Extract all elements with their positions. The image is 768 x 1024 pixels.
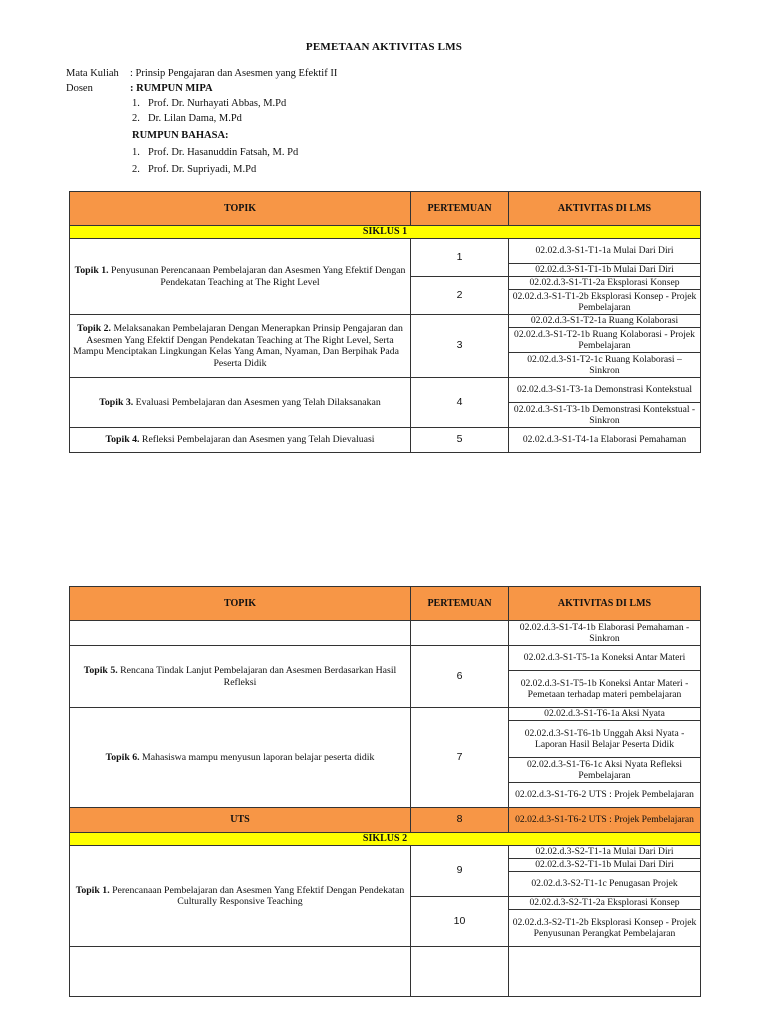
dosen-value: : RUMPUN MIPA — [130, 83, 213, 94]
activity-cell: 02.02.d.3-S1-T1-1b Mulai Dari Diri — [509, 264, 701, 277]
topic-cell — [70, 428, 411, 453]
activity-cell: 02.02.d.3-S1-T6-1a Aksi Nyata — [509, 708, 701, 721]
table-row — [70, 708, 701, 721]
activity-cell: 02.02.d.3-S1-T3-1b Demonstrasi Kontekstual - Sinkron — [509, 403, 701, 428]
siklus-label: SIKLUS 1 — [70, 226, 701, 239]
topic-cell — [70, 315, 411, 378]
topic-cell — [70, 846, 411, 947]
activity-cell: 02.02.d.3-S1-T2-1c Ruang Kolaborasi – Sinkron — [509, 353, 701, 378]
activity-cell: 02.02.d.3-S1-T5-1a Koneksi Antar Materi — [509, 646, 701, 671]
pertemuan-cell: 7 — [411, 708, 509, 808]
table-row — [70, 621, 701, 646]
siklus-row — [70, 833, 701, 846]
topic-text-line: Refleksi — [223, 676, 257, 688]
siklus-label: SIKLUS 2 — [70, 833, 701, 846]
header-pertemuan: PERTEMUAN — [411, 587, 509, 621]
table-header — [70, 192, 701, 226]
activity-cell: 02.02.d.3-S2-T1-1c Penugasan Projek — [509, 872, 701, 897]
pertemuan-cell: 6 — [411, 646, 509, 708]
lecturer-name: Prof. Dr. Supriyadi, M.Pd — [148, 164, 257, 175]
activity-cell: 02.02.d.3-S1-T4-1a Elaborasi Pemahaman — [509, 428, 701, 453]
pertemuan-cell: 4 — [411, 378, 509, 428]
topic-text: Refleksi Pembelajaran dan Asesmen yang Telah Dievaluasi — [139, 434, 375, 446]
list-num: 1. — [132, 147, 140, 158]
table-row — [70, 846, 701, 859]
pertemuan-cell: 5 — [411, 428, 509, 453]
activity-cell: 02.02.d.3-S1-T6-1c Aksi Nyata Refleksi Pembelajaran — [509, 758, 701, 783]
topic-text: Evaluasi Pembelajaran dan Asesmen yang Telah Dilaksanakan — [133, 396, 381, 408]
activity-cell: 02.02.d.3-S1-T6-1b Unggah Aksi Nyata - Laporan Hasil Belajar Peserta Didik — [509, 721, 701, 758]
topic-text: Penyusunan Perencanaan Pembelajaran dan Asesmen Yang Efektif Dengan Pendekatan Teaching at The Right Level — [108, 265, 406, 288]
uts-row — [70, 808, 701, 833]
activity-table-1 — [69, 191, 701, 453]
pertemuan-cell — [411, 621, 509, 646]
topic-cell — [70, 646, 411, 708]
activity-cell: 02.02.d.3-S1-T1-2a Eksplorasi Konsep — [509, 277, 701, 290]
activity-cell — [509, 947, 701, 997]
topic-number: Topik 1. — [74, 265, 109, 276]
course-meta — [66, 66, 337, 177]
bahasa-label: RUMPUN BAHASA: — [132, 130, 229, 141]
activity-cell: 02.02.d.3-S1-T2-1a Ruang Kolaborasi — [509, 315, 701, 328]
activity-cell: 02.02.d.3-S1-T6-2 UTS : Projek Pembelajaran — [509, 783, 701, 808]
list-num: 1. — [132, 98, 140, 109]
list-num: 2. — [132, 113, 140, 124]
header-topik: TOPIK — [70, 587, 411, 621]
header-aktivitas: AKTIVITAS DI LMS — [509, 192, 701, 226]
mk-value: : Prinsip Pengajaran dan Asesmen yang Efektif II — [130, 68, 338, 79]
topic-cell — [70, 708, 411, 808]
header-aktivitas: AKTIVITAS DI LMS — [509, 587, 701, 621]
dosen-label: Dosen — [66, 83, 93, 94]
topic-cell — [70, 947, 411, 997]
topic-number: Topik 6. — [105, 751, 140, 763]
topic-text: Mahasiswa mampu menyusun laporan belajar peserta didik — [139, 751, 375, 763]
table-row — [70, 239, 701, 264]
pertemuan-cell: 10 — [411, 897, 509, 947]
pertemuan-cell: 9 — [411, 846, 509, 897]
header-pertemuan: PERTEMUAN — [411, 192, 509, 226]
activity-cell: 02.02.d.3-S2-T1-1b Mulai Dari Diri — [509, 859, 701, 872]
siklus-row — [70, 226, 701, 239]
pertemuan-cell: 3 — [411, 315, 509, 378]
activity-cell: 02.02.d.3-S1-T4-1b Elaborasi Pemahaman - Sinkron — [509, 621, 701, 646]
table-row — [70, 646, 701, 671]
topic-cell — [70, 378, 411, 428]
page-title: PEMETAAN AKTIVITAS LMS — [305, 41, 463, 53]
topic-text: Melaksanakan Pembelajaran Dengan Menerapkan Prinsip Pengajaran dan Asesmen Yang Efektif Dengan Pendekatan Teaching at The Right Level, Serta — [86, 323, 403, 346]
topic-number: Topik 2. — [77, 323, 112, 334]
activity-table-2 — [69, 586, 701, 997]
topic-text: Perencanaan Pembelajaran dan Asesmen Yang Efektif Dengan Pendekatan Culturally Responsive Teaching — [109, 884, 405, 907]
pertemuan-cell: 8 — [411, 808, 509, 833]
lecturer-name: Prof. Dr. Nurhayati Abbas, M.Pd — [148, 98, 287, 109]
topic-text-line: Mampu Menciptakan Lingkungan Kelas Yang Aman, Nyaman, Dan Berpihak Pada — [73, 346, 399, 357]
topic-cell — [70, 239, 411, 315]
pertemuan-cell — [411, 947, 509, 997]
list-num: 2. — [132, 164, 140, 175]
activity-cell: 02.02.d.3-S1-T2-1b Ruang Kolaborasi - Projek Pembelajaran — [509, 328, 701, 353]
topic-number: Topik 5. — [83, 665, 118, 676]
topic-number: Topik 4. — [105, 434, 140, 446]
uts-label: UTS — [70, 808, 411, 833]
activity-cell: 02.02.d.3-S1-T3-1a Demonstrasi Kontekstual — [509, 378, 701, 403]
table-header — [70, 587, 701, 621]
table-row — [70, 947, 701, 997]
activity-cell: 02.02.d.3-S1-T1-1a Mulai Dari Diri — [509, 239, 701, 264]
mk-label: Mata Kuliah — [66, 68, 119, 79]
table-row — [70, 315, 701, 328]
activity-cell: 02.02.d.3-S2-T1-2a Eksplorasi Konsep — [509, 897, 701, 910]
topic-text-line: Peserta Didik — [213, 357, 267, 369]
mipa-list — [66, 96, 337, 177]
activity-cell: 02.02.d.3-S2-T1-1a Mulai Dari Diri — [509, 846, 701, 859]
lecturer-name: Dr. Lilan Dama, M.Pd — [148, 113, 242, 124]
topic-cell — [70, 621, 411, 646]
lecturer-name: Prof. Dr. Hasanuddin Fatsah, M. Pd — [148, 147, 299, 158]
activity-cell: 02.02.d.3-S2-T1-2b Eksplorasi Konsep - Projek Penyusunan Perangkat Pembelajaran — [509, 910, 701, 947]
topic-number: Topik 3. — [99, 396, 134, 408]
pertemuan-cell: 2 — [411, 277, 509, 315]
activity-cell: 02.02.d.3-S1-T5-1b Koneksi Antar Materi - Pemetaan terhadap materi pembelajaran — [509, 671, 701, 708]
activity-cell: 02.02.d.3-S1-T6-2 UTS : Projek Pembelajaran — [509, 808, 701, 833]
topic-number: Topik 1. — [75, 884, 110, 896]
pertemuan-cell: 1 — [411, 239, 509, 277]
table-row — [70, 378, 701, 403]
topic-text: Rencana Tindak Lanjut Pembelajaran dan Asesmen Berdasarkan Hasil — [117, 665, 397, 676]
header-topik: TOPIK — [70, 192, 411, 226]
table-row — [70, 428, 701, 453]
activity-cell: 02.02.d.3-S1-T1-2b Eksplorasi Konsep - Projek Pembelajaran — [509, 290, 701, 315]
